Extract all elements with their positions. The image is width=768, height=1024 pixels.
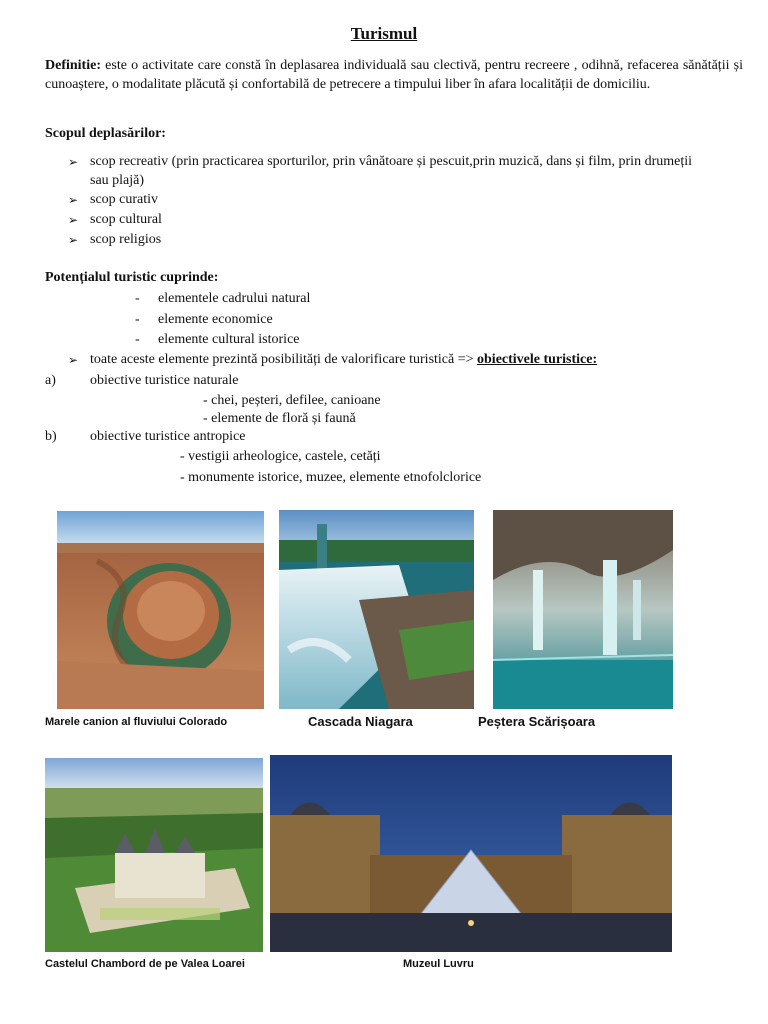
potential-item: elemente cultural istorice [158, 332, 300, 347]
list-marker-b: b) [45, 429, 57, 444]
objectives-text: toate aceste elemente prezintă posibilități de valorificare turistică => [90, 352, 474, 367]
objectives-link: obiectivele turistice: [477, 352, 598, 367]
potential-item: elemente economice [158, 312, 273, 327]
scope-item-continued: sau plajă) [90, 173, 145, 188]
scope-item: scop recreativ (prin practicarea sporturilor, prin vânătoare și pescuit,prin muzică, dans și film, prin drumeții [90, 154, 693, 169]
objectives-line [90, 352, 597, 368]
bullet-arrow-icon: ➢ [68, 353, 79, 367]
anthropic-objectives: obiective turistice antropice [90, 429, 246, 444]
natural-objectives-sub: - chei, peșteri, defilee, canioane [203, 393, 381, 408]
potential-heading: Potențialul turistic cuprinde: [45, 270, 219, 285]
cave-photo [493, 510, 673, 709]
canyon-caption: Marele canion al fluviului Colorado [45, 716, 228, 728]
definition-label: Definitie: [45, 58, 101, 73]
dash-marker: - [135, 332, 140, 347]
niagara-photo [279, 510, 474, 709]
dash-marker: - [135, 312, 140, 327]
page-title: Turismul [350, 24, 418, 43]
bullet-arrow-icon: ➢ [68, 213, 79, 227]
louvre-photo [270, 755, 672, 952]
chambord-caption: Castelul Chambord de pe Valea Loarei [45, 958, 245, 970]
bullet-arrow-icon: ➢ [68, 233, 79, 247]
niagara-caption: Cascada Niagara [308, 714, 413, 729]
anthropic-objectives-sub: - monumente istorice, muzee, elemente etnofolclorice [180, 470, 482, 485]
scope-item: scop religios [90, 232, 162, 247]
chambord-photo [45, 758, 263, 952]
definition-text: este o activitate care constă în deplasarea individuală sau clectivă, pentru recreere , odihnă, refacerea sănătății și cunoaștere, o modalitate plăcută și confortabilă de petrecere a timpului liber în afara localității de domiciliu. [45, 58, 743, 92]
scope-item: scop curativ [90, 192, 159, 207]
anthropic-objectives-sub: - vestigii arheologice, castele, cetăți [180, 449, 381, 464]
canyon-photo [57, 511, 264, 709]
definition-paragraph [45, 56, 743, 94]
scope-heading: Scopul deplasărilor: [45, 126, 166, 141]
scope-item: scop cultural [90, 212, 162, 227]
list-marker-a: a) [45, 373, 56, 388]
bullet-arrow-icon: ➢ [68, 155, 79, 169]
natural-objectives-sub: - elemente de floră și faună [203, 411, 356, 426]
potential-item: elementele cadrului natural [158, 291, 311, 306]
cave-caption: Peștera Scărișoara [478, 714, 596, 729]
dash-marker: - [135, 291, 140, 306]
bullet-arrow-icon: ➢ [68, 193, 79, 207]
natural-objectives: obiective turistice naturale [90, 373, 239, 388]
louvre-caption: Muzeul Luvru [403, 958, 474, 970]
